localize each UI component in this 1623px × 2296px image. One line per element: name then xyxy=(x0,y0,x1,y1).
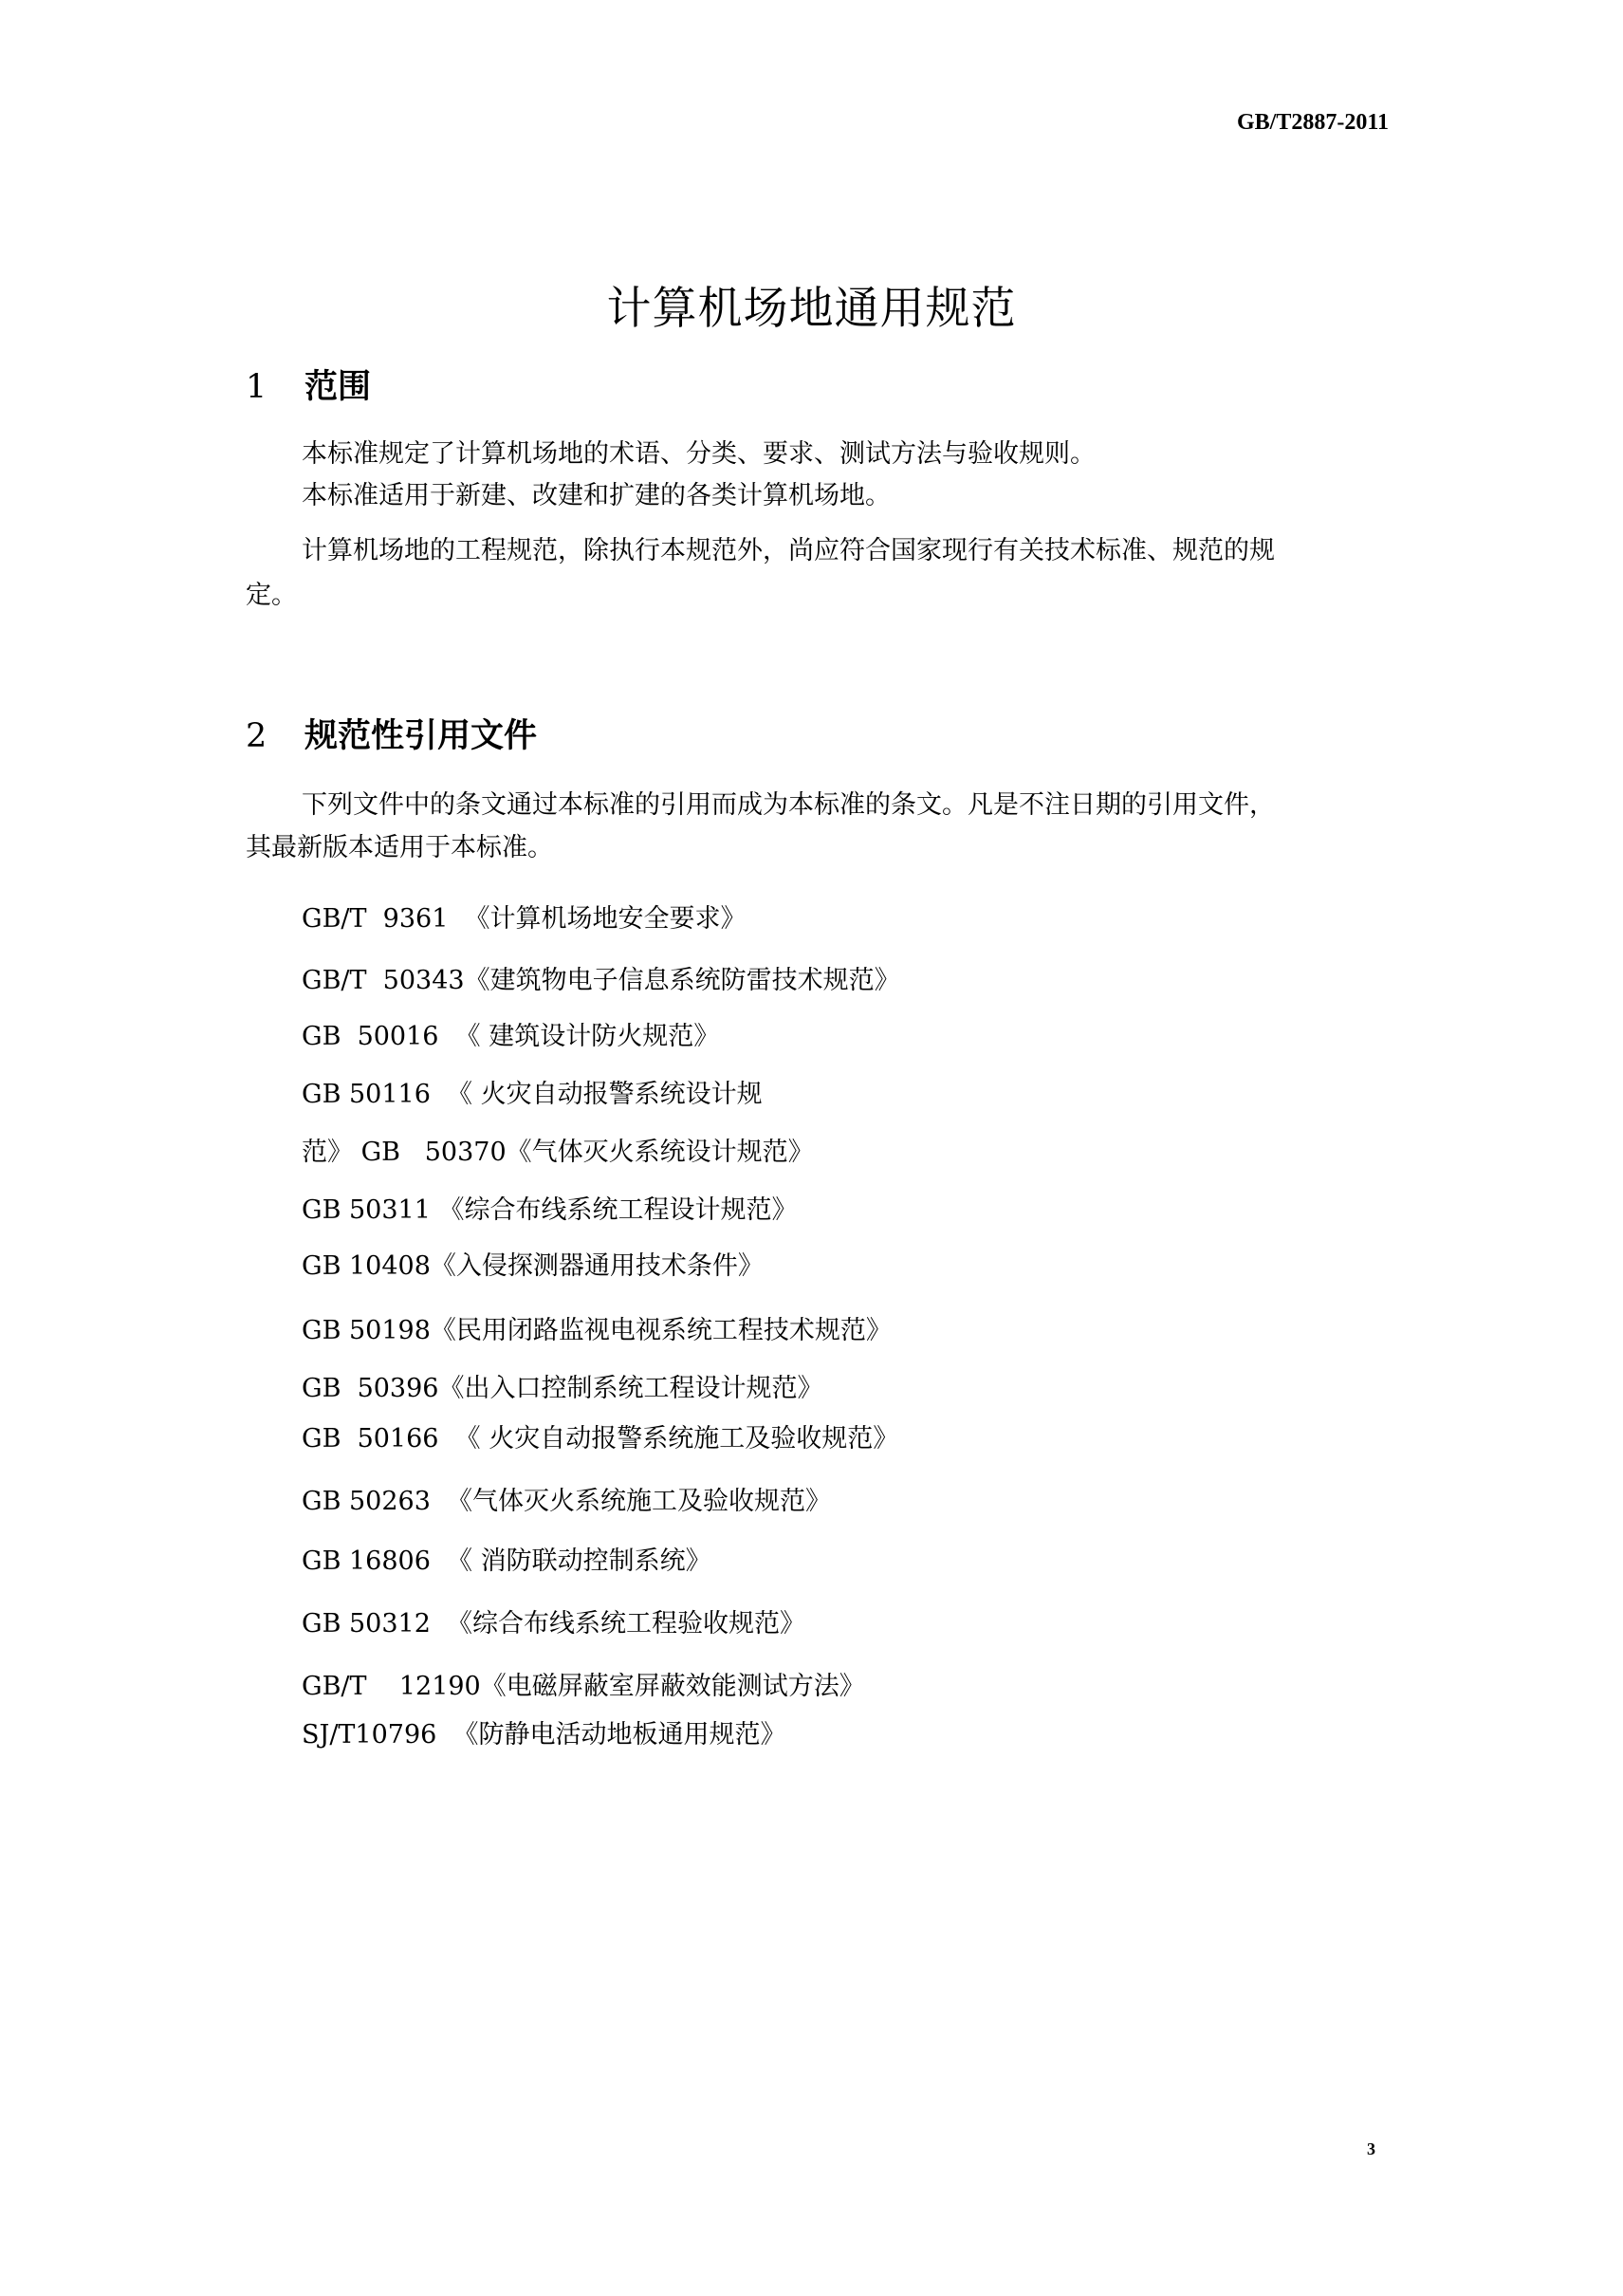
document-code: GB/T2887-2011 xyxy=(1236,110,1389,135)
section-2-number: 2 xyxy=(246,717,267,755)
reference-item: GB 50396《出入口控制系统工程设计规范》 xyxy=(302,1374,823,1403)
reference-item: 范》 GB 50370《气体灭火系统设计规范》 xyxy=(302,1138,814,1167)
reference-item: SJ/T10796 《防静电活动地板通用规范》 xyxy=(302,1720,786,1750)
reference-item: GB/T 9361 《计算机场地安全要求》 xyxy=(302,904,747,934)
reference-item: GB 50312 《综合布线系统工程验收规范》 xyxy=(302,1609,806,1639)
section-2-paragraph-1-cont: 其最新版本适用于本标准。 xyxy=(246,833,553,862)
document-title: 计算机场地通用规范 xyxy=(606,283,1017,335)
reference-item: GB/T 12190《电磁屏蔽室屏蔽效能测试方法》 xyxy=(302,1672,865,1701)
section-1-title: 范围 xyxy=(304,368,372,406)
section-2-paragraph-1: 下列文件中的条文通过本标准的引用而成为本标准的条文。凡是不注日期的引用文件， xyxy=(302,790,1275,820)
reference-item: GB 50311 《综合布线系统工程设计规范》 xyxy=(302,1195,798,1225)
reference-item: GB 50198《民用闭路监视电视系统工程技术规范》 xyxy=(302,1316,892,1345)
reference-item: GB 10408《入侵探测器通用技术条件》 xyxy=(302,1251,764,1281)
section-2-title: 规范性引用文件 xyxy=(304,717,538,755)
section-1-heading xyxy=(246,361,371,408)
section-2-heading xyxy=(246,710,537,757)
section-1-paragraph-2: 本标准适用于新建、改建和扩建的各类计算机场地。 xyxy=(302,481,891,510)
page-number: 3 xyxy=(1367,2139,1375,2158)
section-1-paragraph-1: 本标准规定了计算机场地的术语、分类、要求、测试方法与验收规则。 xyxy=(302,439,1096,469)
reference-item: GB 16806 《 消防联动控制系统》 xyxy=(302,1546,711,1576)
reference-item: GB 50016 《 建筑设计防火规范》 xyxy=(302,1022,720,1051)
reference-item: GB 50263 《气体灭火系统施工及验收规范》 xyxy=(302,1487,832,1516)
section-1-number: 1 xyxy=(246,368,267,406)
reference-item: GB 50166 《 火灾自动报警系统施工及验收规范》 xyxy=(302,1424,899,1454)
reference-item: GB/T 50343《建筑物电子信息系统防雷技术规范》 xyxy=(302,966,900,995)
reference-item: GB 50116 《 火灾自动报警系统设计规 xyxy=(302,1080,763,1109)
section-1-paragraph-3-cont: 定。 xyxy=(246,581,297,610)
section-1-paragraph-3: 计算机场地的工程规范，除执行本规范外，尚应符合国家现行有关技术标准、规范的规 xyxy=(302,536,1275,565)
